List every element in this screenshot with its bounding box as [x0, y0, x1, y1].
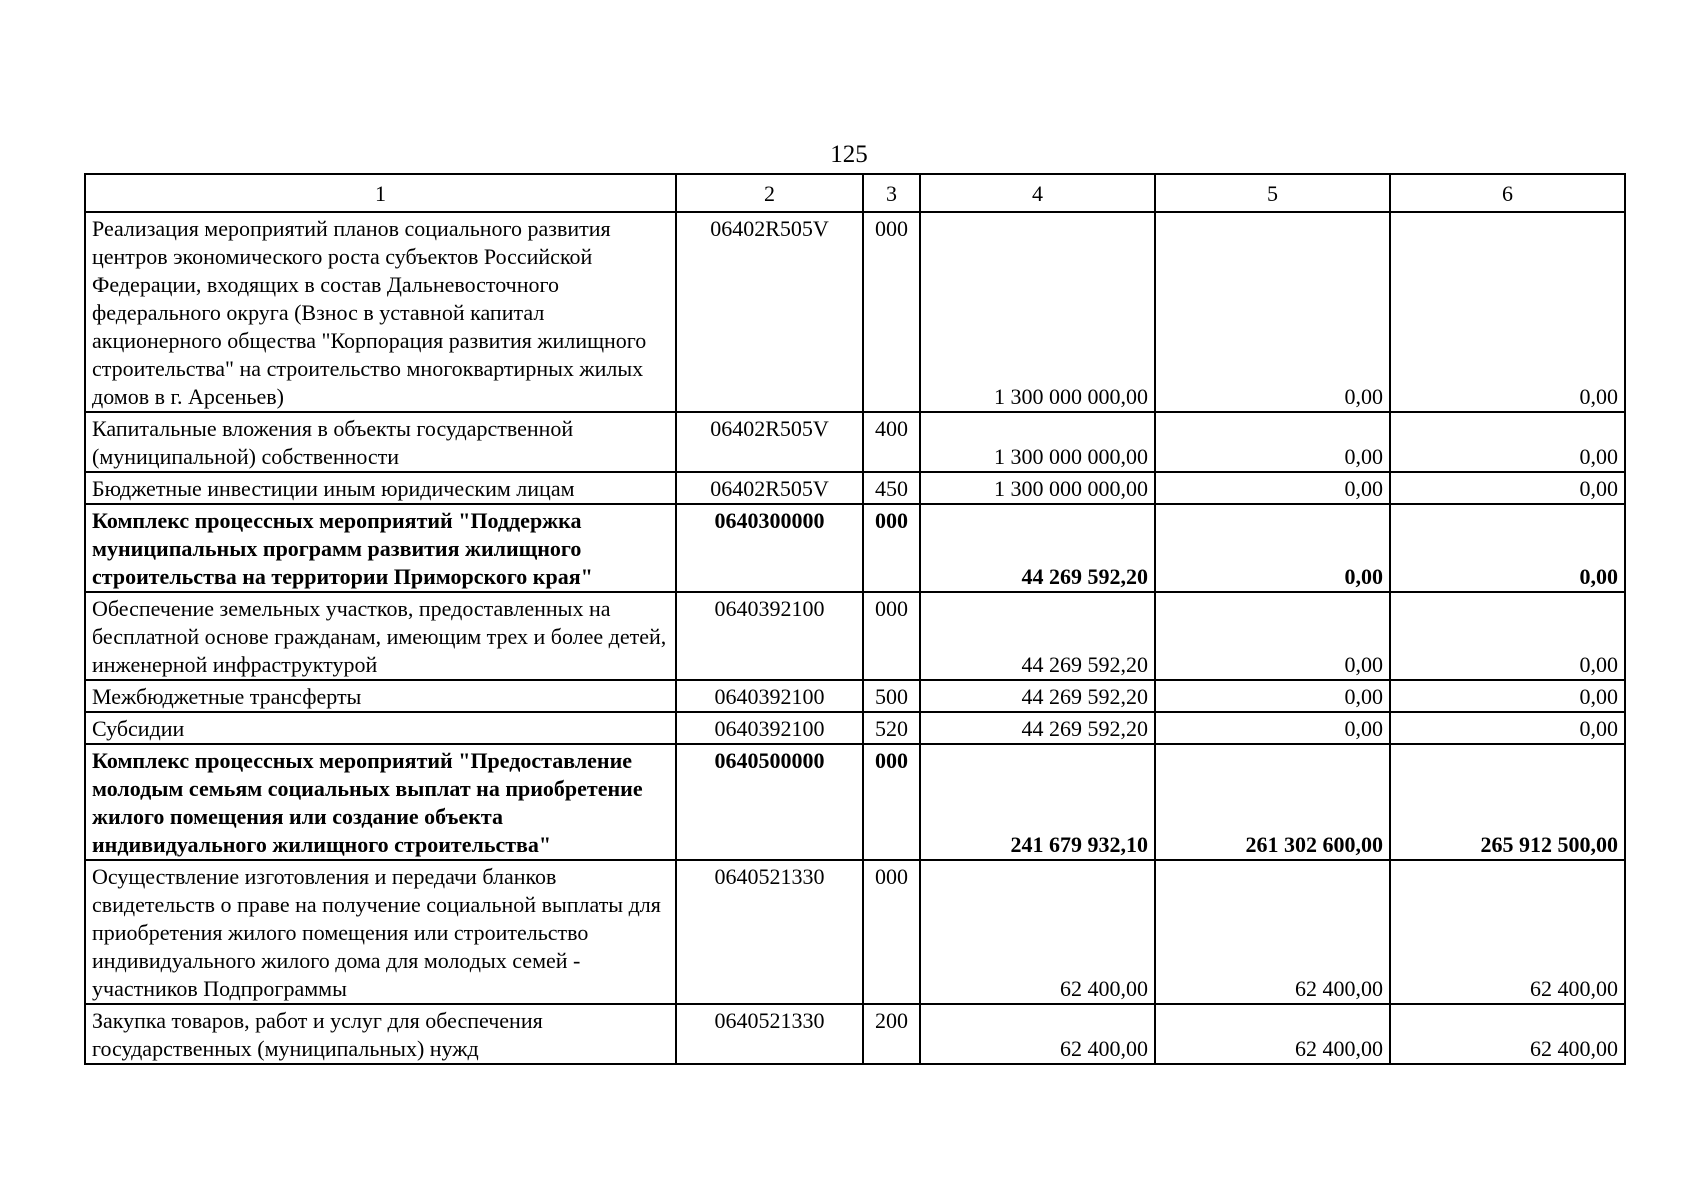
row-amount-col6: 0,00 [1390, 712, 1625, 744]
row-target-code: 0640521330 [676, 1004, 863, 1064]
row-target-code: 0640521330 [676, 860, 863, 1004]
row-amount-col6: 62 400,00 [1390, 1004, 1625, 1064]
table-row [85, 1004, 1625, 1064]
row-name: Комплекс процессных мероприятий "Предоставление молодым семьям социальных выплат на приобретение жилого помещения или создание объекта индивидуального жилищного строительства" [85, 744, 676, 860]
table-header-row [85, 174, 1625, 212]
table-row [85, 712, 1625, 744]
row-amount-col4: 1 300 000 000,00 [920, 412, 1155, 472]
row-target-code: 0640500000 [676, 744, 863, 860]
row-name: Бюджетные инвестиции иным юридическим лицам [85, 472, 676, 504]
row-amount-col6: 0,00 [1390, 472, 1625, 504]
row-amount-col5: 0,00 [1155, 592, 1390, 680]
row-expense-type: 000 [863, 744, 920, 860]
row-amount-col6: 265 912 500,00 [1390, 744, 1625, 860]
table-row [85, 212, 1625, 412]
row-amount-col4: 241 679 932,10 [920, 744, 1155, 860]
row-amount-col5: 0,00 [1155, 472, 1390, 504]
row-expense-type: 500 [863, 680, 920, 712]
row-amount-col6: 0,00 [1390, 592, 1625, 680]
column-header-6: 6 [1390, 174, 1625, 212]
column-header-3: 3 [863, 174, 920, 212]
column-header-1: 1 [85, 174, 676, 212]
row-amount-col5: 0,00 [1155, 712, 1390, 744]
row-amount-col4: 44 269 592,20 [920, 504, 1155, 592]
row-amount-col6: 0,00 [1390, 504, 1625, 592]
table-row [85, 504, 1625, 592]
row-amount-col5: 0,00 [1155, 680, 1390, 712]
row-expense-type: 000 [863, 592, 920, 680]
row-name: Комплекс процессных мероприятий "Поддержка муниципальных программ развития жилищного строительства на территории Приморского края" [85, 504, 676, 592]
row-amount-col5: 261 302 600,00 [1155, 744, 1390, 860]
row-amount-col4: 1 300 000 000,00 [920, 472, 1155, 504]
row-name: Субсидии [85, 712, 676, 744]
row-expense-type: 000 [863, 504, 920, 592]
row-expense-type: 400 [863, 412, 920, 472]
table-row [85, 412, 1625, 472]
row-name: Капитальные вложения в объекты государственной (муниципальной) собственности [85, 412, 676, 472]
row-amount-col4: 44 269 592,20 [920, 680, 1155, 712]
row-amount-col6: 62 400,00 [1390, 860, 1625, 1004]
row-amount-col4: 1 300 000 000,00 [920, 212, 1155, 412]
row-target-code: 0640392100 [676, 680, 863, 712]
row-amount-col4: 62 400,00 [920, 860, 1155, 1004]
row-amount-col4: 62 400,00 [920, 1004, 1155, 1064]
row-expense-type: 450 [863, 472, 920, 504]
column-header-2: 2 [676, 174, 863, 212]
row-name: Межбюджетные трансферты [85, 680, 676, 712]
row-target-code: 0640300000 [676, 504, 863, 592]
budget-table [84, 173, 1626, 1065]
row-target-code: 06402R505V [676, 472, 863, 504]
row-amount-col5: 62 400,00 [1155, 860, 1390, 1004]
row-target-code: 0640392100 [676, 592, 863, 680]
row-amount-col6: 0,00 [1390, 680, 1625, 712]
row-expense-type: 000 [863, 212, 920, 412]
row-amount-col4: 44 269 592,20 [920, 712, 1155, 744]
row-name: Обеспечение земельных участков, предоставленных на бесплатной основе гражданам, имеющим трех и более детей, инженерной инфраструктурой [85, 592, 676, 680]
row-amount-col6: 0,00 [1390, 212, 1625, 412]
row-amount-col6: 0,00 [1390, 412, 1625, 472]
row-amount-col5: 0,00 [1155, 212, 1390, 412]
column-header-5: 5 [1155, 174, 1390, 212]
row-amount-col5: 62 400,00 [1155, 1004, 1390, 1064]
row-name: Закупка товаров, работ и услуг для обеспечения государственных (муниципальных) нужд [85, 1004, 676, 1064]
page-number: 125 [830, 141, 868, 168]
row-target-code: 06402R505V [676, 212, 863, 412]
row-name: Реализация мероприятий планов социального развития центров экономического роста субъектов Российской Федерации, входящих в состав Дальневосточного федерального округа (Взнос в уставной капитал акционерного общества "Корпорация развития жилищного строительства" на строительство многоквартирных жилых домов в г. Арсеньев) [85, 212, 676, 412]
row-amount-col5: 0,00 [1155, 412, 1390, 472]
row-amount-col4: 44 269 592,20 [920, 592, 1155, 680]
row-amount-col5: 0,00 [1155, 504, 1390, 592]
row-target-code: 0640392100 [676, 712, 863, 744]
row-expense-type: 200 [863, 1004, 920, 1064]
column-header-4: 4 [920, 174, 1155, 212]
row-expense-type: 520 [863, 712, 920, 744]
table-row [85, 472, 1625, 504]
table-row [85, 860, 1625, 1004]
table-row [85, 744, 1625, 860]
table-row [85, 680, 1625, 712]
row-expense-type: 000 [863, 860, 920, 1004]
row-target-code: 06402R505V [676, 412, 863, 472]
row-name: Осуществление изготовления и передачи бланков свидетельств о праве на получение социальной выплаты для приобретения жилого помещения или строительство индивидуального жилого дома для молодых семей - участников Подпрограммы [85, 860, 676, 1004]
table-row [85, 592, 1625, 680]
